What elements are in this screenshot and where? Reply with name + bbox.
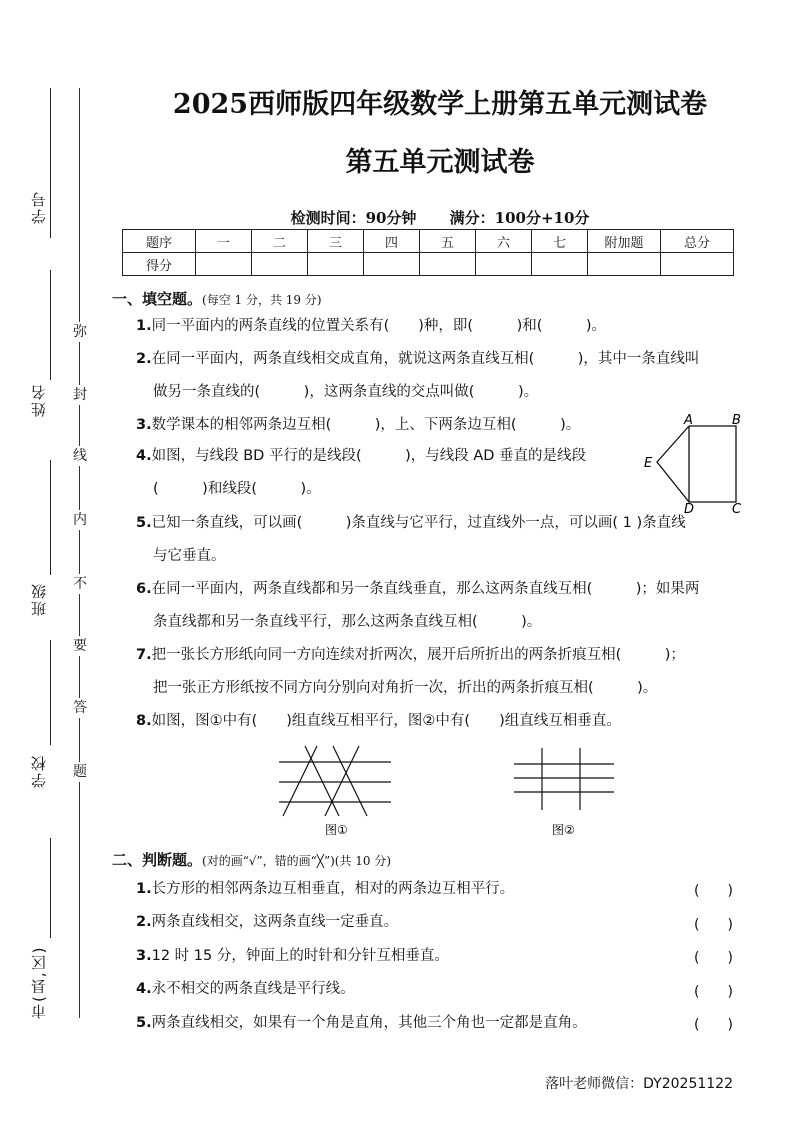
question-number: 3. [136,417,152,433]
question-number: 1. [136,318,152,334]
exam-time: 检测时间：90分钟 [290,209,417,227]
exam-info [100,207,780,228]
judge-question-5 [136,1007,681,1040]
question-text: 把一张长方形纸向同一方向连续对折两次，展开后所折出的两条折痕互相( )； [151,647,685,663]
student-id-label: 学号 [30,190,48,224]
score-cell[interactable] [364,253,420,276]
score-cell[interactable] [196,253,252,276]
section2-title [112,849,391,870]
score-col-5: 五 [420,230,476,253]
fill-question-3 [136,409,636,442]
fill-question-2 [136,343,746,409]
name-label: 姓名 [30,383,48,417]
score-row-label: 得分 [123,253,196,276]
seal-char-7: 答 [70,698,90,718]
binding-line-name [50,270,51,380]
label-c: C [732,502,742,514]
score-col-7: 七 [532,230,588,253]
question-text: 如图，与线段 BD 平行的是线段( )，与线段 AD 垂直的是线段 [151,448,587,464]
fig1-slanted-line [305,746,339,816]
judge-answer-5[interactable]: ( ) [694,1017,733,1033]
question-text-cont: 条直线都和另一条直线平行，那么这两条直线互相( )。 [153,614,542,630]
question-text: 在同一平面内，两条直线相交成直角，就说这两条直线互相( )，其中一条直线叫 [151,351,700,367]
judge-answer-2[interactable]: ( ) [694,917,733,933]
binding-line-school [50,640,51,745]
question-number: 5. [136,1015,152,1031]
question-number: 7. [136,647,152,663]
score-col-6: 六 [476,230,532,253]
score-table-header-row [123,230,734,253]
class-label: 班级 [30,582,48,616]
judge-question-4 [136,973,676,1006]
score-col-2: 二 [252,230,308,253]
section1-heading: 一、填空题。 [112,290,203,308]
fill-question-6 [136,573,746,639]
section2-note: (对的画“√”，错的画“╳”)(共 10 分) [202,854,392,868]
question-number: 6. [136,581,152,597]
fig1-caption: 图① [325,823,348,837]
figure-quadrilateral [640,412,750,514]
question-number: 1. [136,881,152,897]
seal-char-5: 不 [70,574,90,594]
fig2-caption: 图② [552,823,575,837]
question-number: 3. [136,948,152,964]
score-col-3: 三 [308,230,364,253]
judge-question-3 [136,940,676,973]
seal-char-2: 封 [70,385,90,405]
question-text: 12 时 15 分，钟面上的时针和分针互相垂直。 [151,948,449,964]
figure-1 [275,742,395,844]
figure-2 [508,742,628,844]
question-number: 8. [136,713,152,729]
triangle-edge [657,426,689,502]
question-text-cont: 把一张正方形纸按不同方向分别向对角折一次，折出的两条折痕互相( )。 [153,680,658,696]
judge-answer-3[interactable]: ( ) [694,950,733,966]
question-number: 4. [136,981,152,997]
page-title: 2025西师版四年级数学上册第五单元测试卷 [172,89,708,120]
question-text: 永不相交的两条直线是平行线。 [151,981,355,997]
score-table-score-row [123,253,734,276]
label-a: A [684,413,693,428]
section1-title [112,288,322,309]
judge-question-2 [136,906,676,939]
seal-char-8: 题 [70,762,90,782]
binding-line-city [50,838,51,938]
question-number: 2. [136,351,152,367]
question-number: 2. [136,914,152,930]
score-cell[interactable] [588,253,661,276]
score-cell[interactable] [476,253,532,276]
seal-char-4: 内 [70,510,90,530]
score-cell[interactable] [420,253,476,276]
question-text: 已知一条直线，可以画( )条直线与它平行，过直线外一点，可以画( 1 )条直线 [151,515,686,531]
judge-answer-4[interactable]: ( ) [694,984,733,1000]
question-text: 在同一平面内，两条直线都和另一条直线垂直，那么这两条直线互相( )；如果两 [151,581,700,597]
question-text-cont: 做另一条直线的( )，这两条直线的交点叫做( )。 [153,384,539,400]
fig1-slanted-line [283,746,317,816]
score-col-1: 一 [196,230,252,253]
question-number: 5. [136,515,152,531]
section1-note: (每空 1 分，共 19 分) [202,293,322,307]
fill-question-5 [136,507,746,573]
score-cell[interactable] [252,253,308,276]
question-text-cont: 与它垂直。 [153,548,226,564]
rectangle-abdc [689,426,736,502]
binding-line-class [50,460,51,575]
question-text: 同一平面内的两条直线的位置关系有( )种，即( )和( )。 [151,318,607,334]
seal-line [79,88,80,1018]
question-text: 数学课本的相邻两条边互相( )，上、下两条边互相( )。 [151,417,581,433]
label-e: E [644,456,653,471]
label-b: B [732,413,741,428]
fill-question-7 [136,639,746,705]
city-label: 市(县,区) [30,945,48,1020]
school-label: 学校 [30,754,48,788]
page-subtitle: 第五单元测试卷 [345,147,535,178]
seal-char-6: 要 [70,636,90,656]
judge-question-1 [136,873,676,906]
question-text: 两条直线相交，如果有一个角是直角，其他三个角也一定都是直角。 [151,1015,587,1031]
score-table [122,229,734,276]
seal-char-3: 线 [70,446,90,466]
fill-question-4 [136,440,648,506]
score-cell[interactable] [661,253,734,276]
fig1-slanted-line [325,746,359,816]
fill-question-8 [136,705,746,738]
judge-answer-1[interactable]: ( ) [694,883,733,899]
score-col-total: 总分 [661,230,734,253]
score-col-bonus: 附加题 [588,230,661,253]
section2-heading: 二、判断题。 [112,851,203,869]
question-text: 如图，图①中有( )组直线互相平行，图②中有( )组直线互相垂直。 [151,713,621,729]
label-d: D [684,502,695,514]
score-table-row-header: 题序 [123,230,196,253]
question-number: 4. [136,448,152,464]
score-cell[interactable] [532,253,588,276]
score-cell[interactable] [308,253,364,276]
question-text-cont: ( )和线段( )。 [153,481,321,497]
exam-full-score: 满分：100分+10分 [449,209,590,227]
footer-wechat: 落叶老师微信：DY20251122 [545,1076,733,1092]
question-text: 两条直线相交，这两条直线一定垂直。 [151,914,399,930]
seal-char-1: 弥 [70,322,90,342]
fig1-slanted-line [333,746,367,816]
question-text: 长方形的相邻两条边互相垂直，相对的两条边互相平行。 [151,881,515,897]
fill-question-1 [136,310,746,343]
score-col-4: 四 [364,230,420,253]
